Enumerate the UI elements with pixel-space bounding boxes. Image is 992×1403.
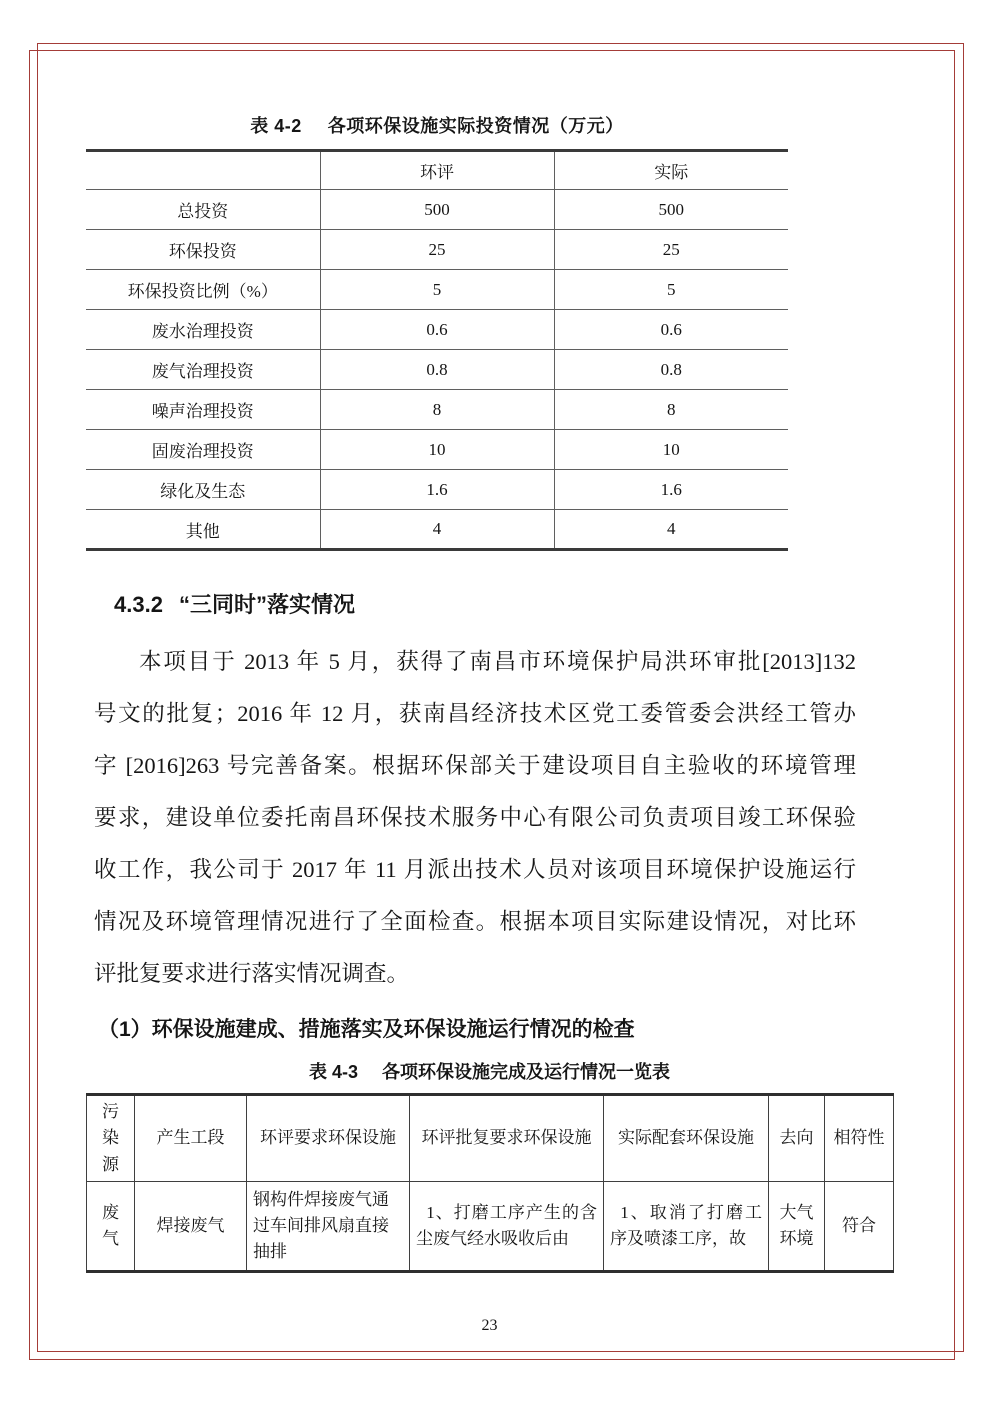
table-row: [86, 190, 788, 230]
header-conformity: 相符性: [825, 1095, 894, 1182]
table-4-2-title-text: 各项环保设施实际投资情况（万元）: [327, 116, 624, 136]
header-cell-actual: 实际: [654, 163, 689, 182]
row-actual-value: 10: [554, 430, 788, 470]
cell-actual-facilities: 1、取消了打磨工序及喷漆工序，故: [604, 1182, 769, 1272]
page-number: 23: [481, 1317, 498, 1335]
row-eia-value: 8: [320, 390, 554, 430]
header-cell-empty: [86, 151, 320, 190]
table-row: [86, 310, 788, 350]
row-label: 废水治理投资: [86, 310, 320, 350]
body-paragraph: [94, 636, 856, 1000]
cell-pollution-source: 废气: [87, 1182, 135, 1272]
section-heading: [114, 588, 898, 619]
table-4-3-title-text: 各项环保设施完成及运行情况一览表: [382, 1062, 671, 1082]
row-label: 环保投资: [86, 230, 320, 270]
row-label: 其他: [86, 510, 320, 550]
table-4-2-header-row: [86, 151, 788, 190]
table-row: [86, 350, 788, 390]
section-title: “三同时”落实情况: [178, 592, 355, 617]
row-actual-value: 5: [554, 270, 788, 310]
header-cell-eia: 环评: [320, 151, 554, 190]
row-eia-value: 10: [320, 430, 554, 470]
table-4-3-header-row: [87, 1095, 894, 1182]
header-destination: 去向: [769, 1095, 825, 1182]
table-4-2: [86, 149, 788, 551]
row-actual-value: 500: [554, 190, 788, 230]
table-row: [87, 1182, 894, 1272]
section-number: 4.3.2: [114, 592, 163, 617]
cell-destination: 大气环境: [769, 1182, 825, 1272]
header-eia-required: 环评要求环保设施: [247, 1095, 410, 1182]
row-actual-value: 4: [554, 510, 788, 550]
table-row: [86, 470, 788, 510]
table-row: [86, 430, 788, 470]
row-eia-value: 1.6: [320, 470, 554, 510]
paragraph-line: 评批复要求进行落实情况调查。: [94, 961, 410, 986]
table-4-3-title: [86, 1058, 893, 1084]
paragraph-line: 情况及环境管理情况进行了全面检查。根据本项目实际建设情况，对比环: [94, 909, 856, 934]
row-actual-value: 0.8: [554, 350, 788, 390]
paragraph-line: 收工作，我公司于 2017 年 11 月派出技术人员对该项目环境保护设施运行: [94, 857, 856, 882]
table-4-2-title: [86, 112, 788, 138]
row-eia-value: 5: [320, 270, 554, 310]
row-label: 噪声治理投资: [86, 390, 320, 430]
row-eia-value: 500: [320, 190, 554, 230]
header-pollution-source: 污染源: [87, 1095, 135, 1182]
row-label: 固废治理投资: [86, 430, 320, 470]
table-4-2-label: 表 4-2: [250, 116, 302, 136]
row-eia-value: 4: [320, 510, 554, 550]
table-row: [86, 230, 788, 270]
header-actual-facilities: 实际配套环保设施: [604, 1095, 769, 1182]
table-row: [86, 270, 788, 310]
row-actual-value: 1.6: [554, 470, 788, 510]
sub-heading: （1）环保设施建成、措施落实及环保设施运行情况的检查: [98, 1018, 635, 1041]
row-label: 环保投资比例（%）: [86, 270, 320, 310]
cell-eia-approval-required: 1、打磨工序产生的含尘废气经水吸收后由: [410, 1182, 604, 1272]
table-4-3-label: 表 4-3: [308, 1062, 359, 1082]
row-label: 绿化及生态: [86, 470, 320, 510]
row-eia-value: 25: [320, 230, 554, 270]
header-eia-approval-required: 环评批复要求环保设施: [410, 1095, 604, 1182]
header-stage: 产生工段: [135, 1095, 247, 1182]
row-label: 总投资: [86, 190, 320, 230]
row-actual-value: 8: [554, 390, 788, 430]
paragraph-line: 号文的批复；2016 年 12 月，获南昌经济技术区党工委管委会洪经工管办: [94, 701, 856, 726]
table-row: [86, 390, 788, 430]
cell-eia-required: 钢构件焊接废气通过车间排风扇直接抽排: [247, 1182, 410, 1272]
row-actual-value: 25: [554, 230, 788, 270]
cell-stage: 焊接废气: [135, 1182, 247, 1272]
page-content: [86, 112, 898, 1335]
row-label: 废气治理投资: [86, 350, 320, 390]
paragraph-line: 要求，建设单位委托南昌环保技术服务中心有限公司负责项目竣工环保验: [94, 805, 856, 830]
row-eia-value: 0.8: [320, 350, 554, 390]
paragraph-line: 字 [2016]263 号完善备案。根据环保部关于建设项目自主验收的环境管理: [94, 753, 856, 778]
paragraph-line: 本项目于 2013 年 5 月，获得了南昌市环境保护局洪环审批[2013]132: [139, 649, 856, 674]
row-eia-value: 0.6: [320, 310, 554, 350]
cell-conformity: 符合: [825, 1182, 894, 1272]
table-4-3: [86, 1093, 894, 1273]
table-row: [86, 510, 788, 550]
row-actual-value: 0.6: [554, 310, 788, 350]
